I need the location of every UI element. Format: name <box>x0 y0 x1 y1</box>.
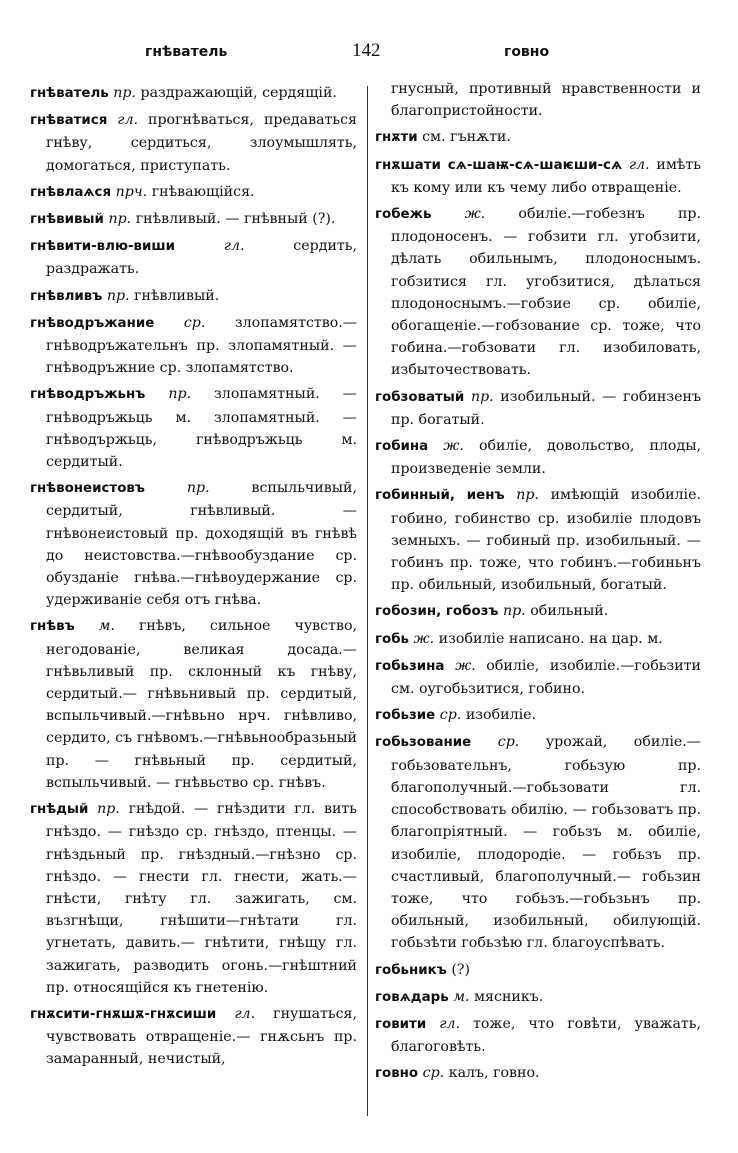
dictionary-entry <box>375 126 701 149</box>
entry-definition: мясникъ. <box>469 988 544 1005</box>
entry-headword: гобинный, иенъ <box>375 488 505 504</box>
page-number: 142 <box>352 40 381 61</box>
entry-grammar: пр. <box>168 386 192 403</box>
dictionary-entry <box>30 1003 357 1071</box>
entry-definition: обильный. <box>525 603 609 620</box>
header-left-word: гнѣватель <box>145 44 228 60</box>
entry-headword: гнѣвити-влю-виши <box>30 239 175 255</box>
entry-headword: говити <box>375 1016 427 1032</box>
entry-grammar: ср. <box>439 707 462 724</box>
dictionary-entry <box>30 285 357 308</box>
entry-grammar: м. <box>453 988 470 1005</box>
entry-grammar: пр. <box>97 801 120 818</box>
entry-grammar: ж. <box>455 657 476 674</box>
dictionary-entry <box>375 203 701 382</box>
entry-definition: раздражающій, сердящій. <box>135 85 337 101</box>
column-divider <box>367 86 368 1116</box>
entry-definition: обиліе.—гобезнъ пр. плодоносенъ. — гобзити гл. угобзити, дѣлать обильнымъ, плодоноснымъ. гобзитися гл. угобзитися, дѣлаться плодоноснымъ.—гобзие ср. обиліе, обогащеніе.—гобзование ср. тоже, что гобина.—гобзовати гл. изобиловать, избыточествовать. <box>391 206 701 379</box>
dictionary-entry <box>375 986 701 1009</box>
dictionary-entry <box>30 312 357 380</box>
dictionary-entry <box>375 435 701 480</box>
dictionary-entry <box>30 235 357 280</box>
entry-grammar: гл. <box>439 1015 460 1032</box>
entry-grammar: пр. <box>470 388 494 405</box>
entry-definition: имѣть къ кому или къ чему либо отвращеніе. <box>391 156 701 196</box>
dictionary-entry <box>30 181 357 204</box>
entry-headword: гнѫти <box>375 130 418 146</box>
entry-headword: гнѣвонеистовъ <box>30 481 145 497</box>
dictionary-entry <box>375 386 701 431</box>
entry-grammar: ж. <box>443 438 464 455</box>
dictionary-entry <box>375 731 701 954</box>
entry-definition: тоже, что говѣти, уважать, благоговѣть. <box>391 1015 701 1056</box>
entry-headword: гнѫшати сѧ-шаѭ-сѧ-шаѥши-сѧ <box>375 157 623 173</box>
entry-grammar: ж. <box>464 206 486 223</box>
left-column <box>30 82 357 1075</box>
entry-headword: гнѣвивый <box>30 212 104 228</box>
entry-headword: гобь <box>375 631 410 647</box>
entry-headword: говѧдарь <box>375 989 449 1005</box>
entry-definition: изобильный. — гобинзенъ пр. богатый. <box>391 388 701 428</box>
page-header <box>30 40 708 64</box>
entry-headword: гобьзина <box>375 658 445 674</box>
entry-grammar: ж. <box>413 630 435 647</box>
entry-definition: калъ, говно. <box>444 1065 540 1082</box>
entry-definition: гнѣвливый. — гнѣвный (?). <box>131 211 336 228</box>
entry-definition: изобиліе. <box>461 707 537 724</box>
entry-definition: (?) <box>451 961 471 978</box>
entry-definition: гнѣвливый. <box>129 287 220 304</box>
entry-grammar: ср. <box>497 734 520 751</box>
dictionary-entry <box>30 615 357 794</box>
entry-headword: гобьзие <box>375 708 436 724</box>
entry-grammar: ср. <box>422 1065 445 1082</box>
entry-definition: гнѣвъ, сильное чувство, негодованіе, великая досада.—гнѣвьливый пр. склонный къ гнѣву, сердитый.— гнѣвьнивый пр. сердитый, вспыльчивый.—гнѣвьно нрч. гнѣвливо, сердито, съ гнѣвомъ.—гнѣвьнообразьный пр. — гнѣвьный пр. сердитый, вспыльчивый. — гнѣвьство ср. гнѣвъ. <box>46 618 357 791</box>
dictionary-entry <box>375 484 701 596</box>
entry-definition: сердить, раздражать. <box>46 238 357 278</box>
entry-headword: гнѣдый <box>30 802 89 818</box>
entry-headword: гнѣвъ <box>30 619 75 635</box>
entry-headword: гнѣвлаѧся <box>30 184 112 200</box>
entry-grammar: м. <box>98 618 115 635</box>
dictionary-entry <box>375 154 701 199</box>
entry-headword: гнѣводръжьнъ <box>30 387 146 403</box>
right-column <box>375 82 701 1090</box>
entry-grammar: гл. <box>223 238 245 255</box>
header-right-word: говно <box>504 44 550 60</box>
dictionary-entry <box>375 628 701 651</box>
entry-headword: гобежь <box>375 207 432 223</box>
entry-grammar: пр. <box>503 603 526 620</box>
entry-definition: гнушаться, чувствовать отвращеніе.— гнѫсьнъ пр. замаранный, нечистый, <box>46 1005 358 1068</box>
dictionary-entry <box>375 78 701 122</box>
dictionary-entry <box>375 1062 701 1085</box>
dictionary-entry <box>375 600 701 623</box>
entry-definition: вспыльчивый, сердитый, гнѣвливый. — гнѣвонеистовый пр. доходящій въ гнѣвѣ до неистовства.—гнѣвообуздание ср. обузданіе гнѣва.—гнѣвоудержание ср. удерживаніе себя отъ гнѣва. <box>46 480 358 609</box>
entry-definition: обиліе, довольство, плоды, произведеніе земли. <box>391 438 701 478</box>
dictionary-entry <box>30 82 357 105</box>
entry-grammar: пр. <box>516 487 539 504</box>
entry-definition: см. гънѫти. <box>422 129 511 146</box>
entry-grammar: пр. <box>113 85 136 101</box>
entry-headword: гобозин, гобозъ <box>375 604 499 620</box>
entry-headword: гобьникъ <box>375 962 447 978</box>
dictionary-entry <box>375 655 701 700</box>
entry-grammar: пр. <box>186 480 210 497</box>
entry-definition: гнѣдой. — гнѣздити гл. вить гнѣздо. — гнѣздо ср. гнѣздо, птенцы. — гнѣздьный пр. гнѣздный.—гнѣзно ср. гнѣздо. — гнести гл. гнести, жать.—гнѣсти, гнѣту гл. зажигать, см. възгнѣщи, гнѣшити—гнѣтати гл. угнетать, давить.— гнѣтити, гнѣщу гл. зажигать, разводить огонь.—гнѣштний пр. относящійся къ гнетенію. <box>46 801 357 996</box>
entry-grammar: пр. <box>106 287 130 304</box>
entry-headword: гнѣводръжание <box>30 315 155 331</box>
dictionary-entry <box>375 1013 701 1058</box>
entry-headword: гнѫсити-гнѫшѫ-гнѫсиши <box>30 1006 217 1022</box>
dictionary-entry <box>30 798 357 999</box>
entry-definition: гнусный, противный нравственности и благопристойности. <box>391 81 701 120</box>
entry-headword: гнѣватися <box>30 113 108 129</box>
dictionary-entry <box>375 959 701 982</box>
entry-grammar: гл. <box>628 156 650 173</box>
entry-definition: имѣющій изобиліе. гобино, гобинство ср. изобиліе плодовъ земныхъ. — гобиный пр. изобильный. — гобинъ пр. тоже, что гобинъ.—гобиньнъ пр. обильный, изобильный, богатый. <box>391 487 701 594</box>
entry-grammar: пр. <box>108 211 132 228</box>
dictionary-entry <box>30 208 357 231</box>
entry-headword: гобина <box>375 439 429 455</box>
entry-headword: гобзоватый <box>375 389 465 405</box>
entry-definition: урожай, обиліе.— гобьзовательнъ, гобьзую пр. благополучный.—гобьзовати гл. способствовать обилію. — гобьзоватъ пр. благопріятный. — гобьзъ м. обиліе, изобиліе, плодородіе. — гобьзъ пр. счастливый, благополучный.— гобьзин тоже, что гобьзъ.—гобьзьнъ пр. обильный, изобильный, обилующій. гобьзѣти гобьзѣю гл. благоуспѣвать. <box>391 734 701 952</box>
entry-headword: говно <box>375 1066 419 1082</box>
entry-headword: гнѣватель <box>30 86 109 101</box>
entry-grammar: прч. <box>115 183 148 200</box>
entry-definition: гнѣвающійся. <box>147 183 255 200</box>
entry-grammar: гл. <box>117 112 139 129</box>
entry-definition: злопамятный. — гнѣводръжьць м. злопамятный. — гнѣводържьць, гнѣводръжьць м. сердитый. <box>46 386 357 471</box>
entry-headword: гобьзование <box>375 735 472 751</box>
entry-grammar: гл. <box>234 1005 256 1022</box>
entry-definition: злопамятство.— гнѣводръжательнъ пр. злопамятный. — гнѣводръжние ср. злопамятство. <box>46 314 357 377</box>
dictionary-entry <box>375 704 701 727</box>
dictionary-entry <box>30 383 357 473</box>
entry-headword: гнѣвливъ <box>30 288 103 304</box>
dictionary-entry <box>30 477 357 611</box>
dictionary-entry <box>30 109 357 177</box>
entry-definition: изобиліе написано. на цар. м. <box>434 630 663 647</box>
entry-grammar: ср. <box>183 314 206 331</box>
entry-definition: обиліе, изобиліе.—гобьзити см. оугобьзитися, гобино. <box>391 657 701 698</box>
entry-definition: прогнѣваться, предаваться гнѣву, сердиться, злоумышлять, домогаться, приступать. <box>46 112 357 174</box>
